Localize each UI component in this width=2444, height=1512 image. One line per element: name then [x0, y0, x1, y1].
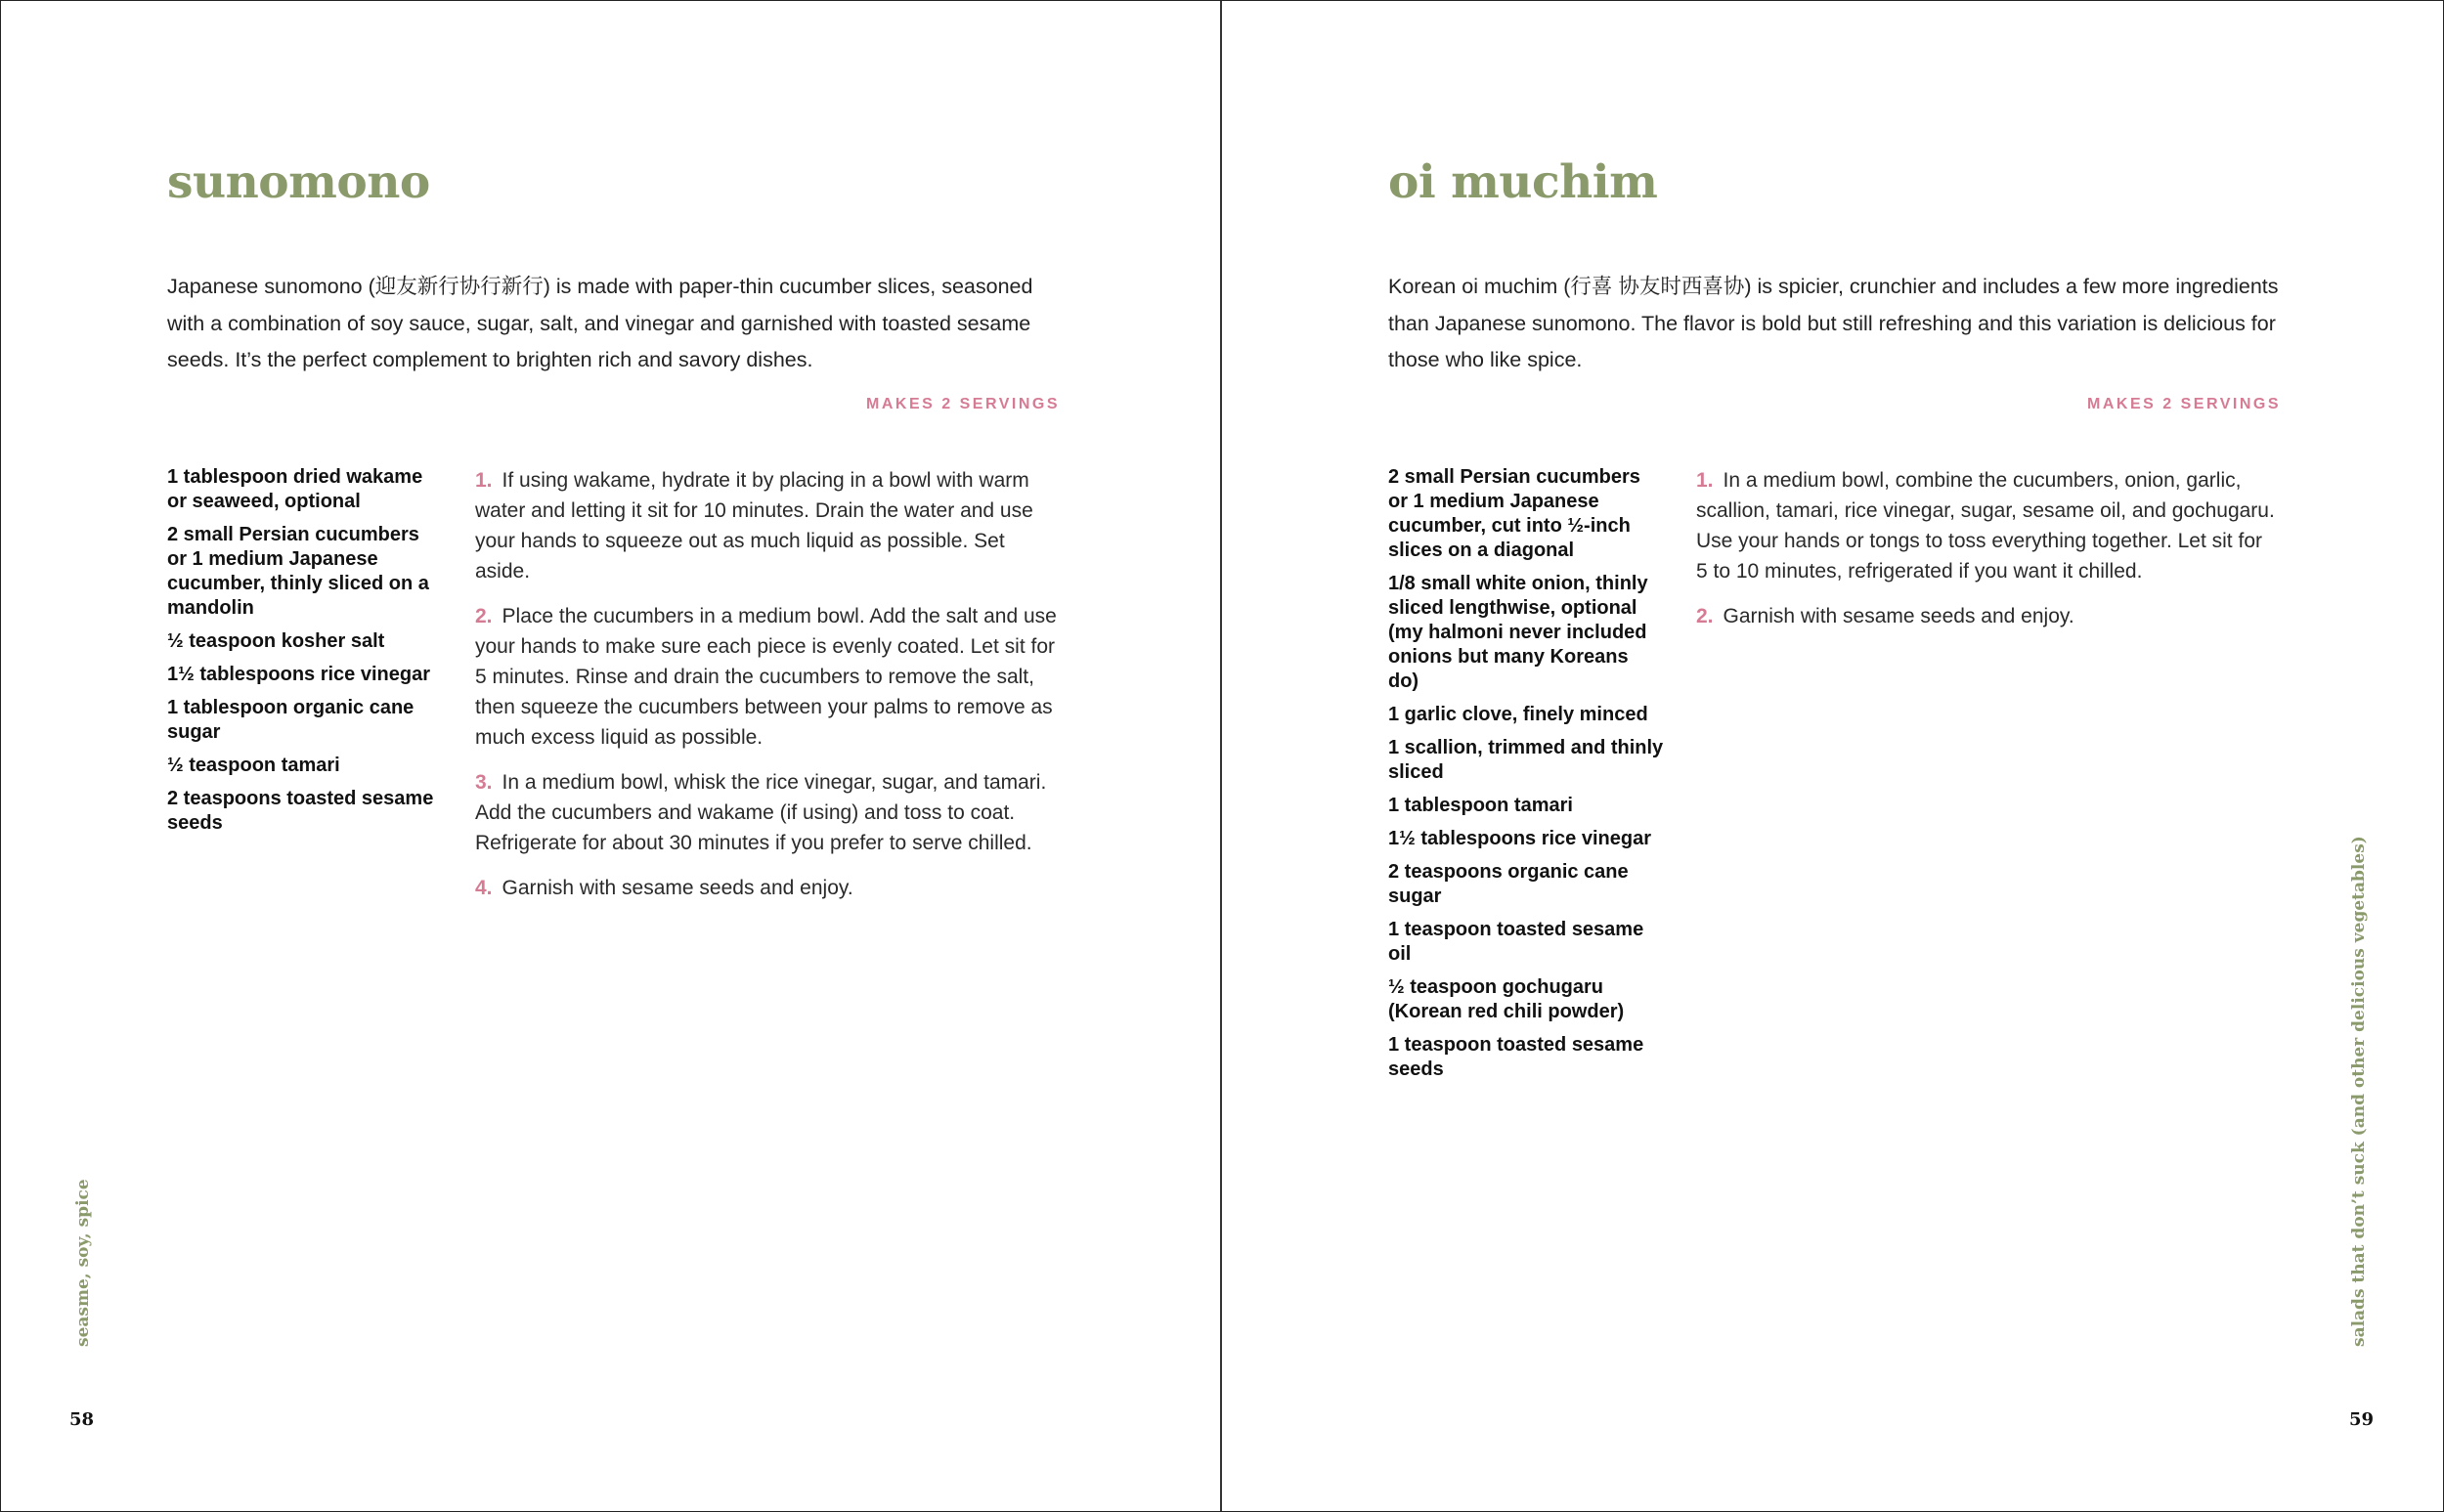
servings-label: MAKES 2 SERVINGS	[2087, 396, 2281, 412]
step-text: Garnish with sesame seeds and enjoy.	[1723, 605, 2074, 627]
step-text: Place the cucumbers in a medium bowl. Add the salt and use your hands to make sure each piece is evenly coated. Let sit for 5 minutes. Rinse and drain the cucumbers to remove the salt, then squeeze the cucumbers between your palms to remove as much excess liquid as possible.	[475, 605, 1057, 749]
ingredient-item: 2 small Persian cucumbers or 1 medium Japanese cucumber, thinly sliced on a mandolin	[167, 524, 429, 619]
ingredient-item: 2 teaspoons toasted sesame seeds	[167, 788, 434, 834]
step-number: 1.	[475, 469, 493, 492]
step-item	[475, 873, 1058, 903]
recipe-intro: Korean oi muchim (行喜 协友时西喜协) is spicier, crunchier and includes a few more ingredients than Japanese sunomono. The flavor is bold but still refreshing and this variation is delicious for those who like spice.	[1388, 275, 2279, 371]
step-text: If using wakame, hydrate it by placing in a bowl with warm water and letting it sit for 10 minutes. Drain the water and use your hands to squeeze out as much liquid as possible. Set aside.	[475, 469, 1033, 583]
ingredient-item: 1½ tablespoons rice vinegar	[1388, 828, 1651, 849]
step-text: Garnish with sesame seeds and enjoy.	[502, 877, 853, 899]
step-number: 2.	[475, 605, 493, 627]
step-text: In a medium bowl, whisk the rice vinegar, sugar, and tamari. Add the cucumbers and wakame (if using) and toss to coat. Refrigerate for about 30 minutes if you prefer to serve chilled.	[475, 771, 1047, 854]
step-item	[475, 465, 1058, 586]
step-item	[1696, 465, 2279, 586]
ingredient-item: 1 tablespoon organic cane sugar	[167, 697, 415, 743]
page-number: 58	[69, 1409, 95, 1430]
ingredient-item: 1 tablespoon dried wakame or seaweed, optional	[167, 466, 423, 512]
ingredient-item: 2 teaspoons organic cane sugar	[1388, 861, 1629, 907]
steps-list	[1696, 465, 2279, 646]
ingredient-item: ½ teaspoon tamari	[167, 755, 340, 776]
step-item	[475, 767, 1058, 858]
step-number: 1.	[1696, 469, 1714, 492]
ingredient-item: 1 teaspoon toasted sesame seeds	[1388, 1034, 1644, 1080]
ingredient-item: 1/8 small white onion, thinly sliced lengthwise, optional (my halmoni never included onions but many Koreans do)	[1388, 573, 1648, 692]
ingredient-item: 1 scallion, trimmed and thinly sliced	[1388, 737, 1664, 783]
step-number: 3.	[475, 771, 493, 794]
page-number: 59	[2349, 1409, 2375, 1430]
running-footer-text: seasme, soy, spice	[73, 1179, 93, 1347]
step-text: In a medium bowl, combine the cucumbers, onion, garlic, scallion, tamari, rice vinegar, sugar, sesame oil, and gochugaru. Use your hands or tongs to toss everything together. Let sit for 5 to 10 minutes, refrigerated if you want it chilled.	[1696, 469, 2275, 583]
running-footer-text: salads that don’t suck (and other delicious vegetables)	[2349, 836, 2369, 1347]
step-item	[475, 601, 1058, 753]
recipe-title: sunomono	[167, 155, 430, 209]
step-number: 2.	[1696, 605, 1714, 627]
ingredients-list	[1388, 465, 1664, 1091]
recipe-intro: Japanese sunomono (迎友新行协行新行) is made with paper-thin cucumber slices, seasoned with a combination of soy sauce, sugar, salt, and vinegar and garnished with toasted sesame seeds. It’s the perfect complement to brighten rich and savory dishes.	[167, 275, 1033, 371]
ingredient-item: 1 garlic clove, finely minced	[1388, 704, 1648, 725]
ingredient-item: 1 tablespoon tamari	[1388, 795, 1573, 816]
steps-list	[475, 465, 1058, 918]
ingredient-item: ½ teaspoon kosher salt	[167, 630, 385, 652]
right-page	[1222, 1, 2443, 1511]
ingredients-list	[167, 465, 443, 844]
ingredient-item: 1½ tablespoons rice vinegar	[167, 664, 430, 685]
step-number: 4.	[475, 877, 493, 899]
ingredient-item: 2 small Persian cucumbers or 1 medium Japanese cucumber, cut into ½-inch slices on a diagonal	[1388, 466, 1640, 561]
servings-label: MAKES 2 SERVINGS	[866, 396, 1060, 412]
ingredient-item: 1 teaspoon toasted sesame oil	[1388, 919, 1644, 965]
recipe-title: oi muchim	[1388, 155, 1658, 209]
ingredient-item: ½ teaspoon gochugaru (Korean red chili powder)	[1388, 976, 1625, 1022]
left-page	[1, 1, 1222, 1511]
step-item	[1696, 601, 2279, 631]
